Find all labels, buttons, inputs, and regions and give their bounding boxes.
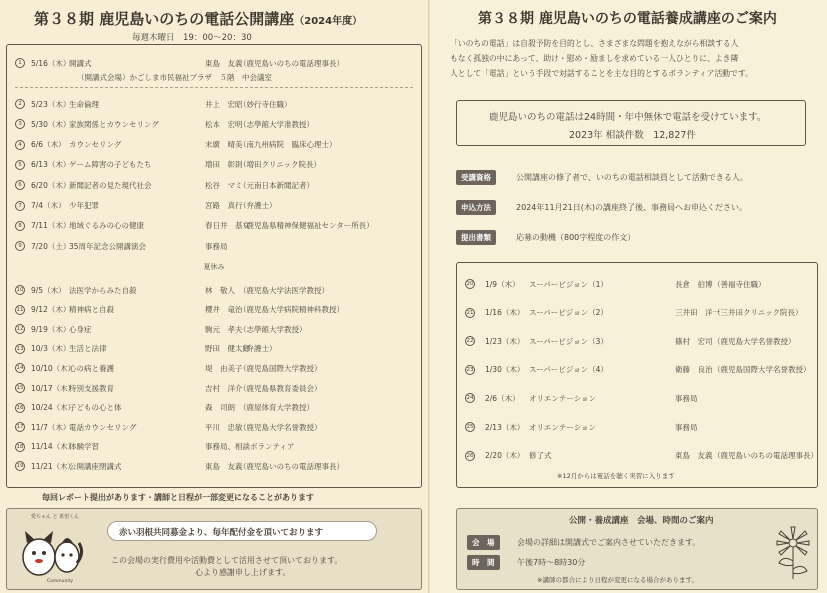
- session-speaker: 松本 宏明: [205, 119, 243, 129]
- venue-info: [456, 508, 818, 590]
- community-chest-banner: [6, 508, 422, 590]
- session-speaker: 事務局: [675, 393, 698, 403]
- session-topic: 心身症: [69, 324, 92, 334]
- table-row: [7, 379, 421, 397]
- table-row: [7, 320, 421, 338]
- table-row: [7, 301, 421, 319]
- divider: [15, 87, 413, 88]
- session-date: 2/20（木）: [485, 451, 525, 461]
- session-affiliation: （鹿児島いのちの電話理事長）: [239, 461, 344, 471]
- session-speaker: 野田 健太郎: [205, 344, 250, 354]
- session-date: 1/30（木）: [485, 365, 525, 375]
- session-topic: 精神病と自殺: [69, 305, 114, 315]
- session-number: 14: [16, 365, 24, 372]
- session-affiliation: （志學館大学准教授）: [239, 119, 314, 129]
- session-affiliation: （鹿児島いのちの電話理事長）: [239, 58, 344, 68]
- time-tag: 時 間: [467, 555, 500, 570]
- session-speaker: 末廣 晴美: [205, 140, 243, 150]
- report-note: 毎回レポート提出があります・講師と日程が一部変更になることがあります: [42, 493, 314, 502]
- table-row: [457, 275, 817, 293]
- session-speaker: 松谷 マミ: [205, 180, 243, 190]
- session-date: 11/21（木）: [31, 461, 76, 471]
- table-row: [7, 418, 421, 436]
- session-number: 16: [16, 404, 24, 411]
- session-speaker: 事務局: [205, 241, 228, 251]
- table-row: [7, 136, 421, 154]
- hotline-text: 鹿児島いのちの電話は24時間・年中無休で電話を受けています。: [489, 112, 767, 123]
- session-date: 1/23（木）: [485, 336, 525, 346]
- session-affiliation: （三井田クリニック院長）: [713, 308, 803, 318]
- session-number: 24: [466, 395, 474, 402]
- table-row: [7, 115, 421, 133]
- table-row: [457, 447, 817, 465]
- summer-break: 夏休み: [7, 262, 421, 272]
- apply-tag: 申込方法: [456, 200, 496, 215]
- venue-tag: 会 場: [467, 535, 500, 550]
- session-number: 9: [15, 241, 25, 251]
- session-speaker: 春日井 基文: [205, 221, 250, 231]
- session-topic: カウンセリング: [69, 140, 122, 150]
- training-sessions: [456, 262, 818, 488]
- session-affiliation: （鹿児島大学名誉教授）: [239, 422, 322, 432]
- session-number: 21: [466, 309, 474, 316]
- session-topic: 生活と法律: [69, 344, 107, 354]
- session-date: 1/16（木）: [485, 308, 525, 318]
- banner-headline: 赤い羽根共同募金より、毎年配付金を頂いております: [119, 528, 324, 538]
- session-date: 5/23（木）: [31, 99, 71, 109]
- session-affiliation: （弁護士）: [239, 201, 277, 210]
- session-date: 10/17（木）: [31, 383, 76, 393]
- session-number: 10: [16, 287, 24, 293]
- table-row: [7, 457, 421, 475]
- session-speaker: 堤 由美子: [205, 363, 243, 373]
- right-page: [430, 0, 827, 593]
- venue-info-title: 公開・養成講座 会場、時間のご案内: [569, 516, 714, 526]
- session-affiliation: （鹿児島国際大学名誉教授）: [713, 365, 811, 375]
- session-topic: スーパービジョン（2）: [529, 308, 608, 318]
- session-speaker: 長倉 伯博: [675, 279, 713, 289]
- session-affiliation: （南九州病院 臨床心理士）: [239, 140, 337, 150]
- hotline-box: [456, 100, 806, 146]
- table-row: [7, 340, 421, 358]
- session-date: 11/14（木）: [31, 442, 76, 452]
- session-topic: スーパービジョン（3）: [529, 336, 608, 346]
- venue-text: 会場の詳細は開講式でご案内させていただきます。: [517, 538, 701, 547]
- table-row: [7, 281, 421, 299]
- session-speaker: 篠村 宏司: [675, 336, 713, 346]
- left-title: 第３８期 鹿児島いのちの電話公開講座（2024年度）: [34, 10, 363, 28]
- session-affiliation: （鹿児島大学法医学教授）: [239, 285, 329, 295]
- session-speaker: 増田 彰則: [205, 160, 243, 170]
- session-date: 6/6（木）: [31, 140, 66, 150]
- session-affiliation: （増田クリニック院長）: [239, 160, 322, 170]
- table-row: [457, 389, 817, 407]
- session-number: 23: [466, 366, 474, 373]
- session-number: 15: [16, 385, 24, 391]
- session-topic: 特別支援教育: [69, 383, 114, 393]
- session-number: 2: [15, 99, 25, 109]
- flower-icon: [773, 525, 813, 585]
- table-row: [457, 304, 817, 322]
- session-date: 10/10（木）: [31, 363, 76, 373]
- documents-text: 応募の動機（800字程度の作文）: [516, 233, 636, 242]
- session-topic: スーパービジョン（4）: [529, 365, 608, 375]
- session-date: 2/13（木）: [485, 422, 525, 432]
- session-date: 9/5（木）: [31, 285, 66, 295]
- session-date: 9/12（木）: [31, 305, 71, 315]
- venue-note: （開講式会場）かごしま市民福祉プラザ ５階 中会議室: [77, 73, 272, 82]
- session-number: 17: [16, 424, 24, 431]
- schedule: 毎週木曜日 19：00～20：30: [132, 33, 252, 43]
- session-speaker: 東島 友義: [675, 451, 713, 461]
- change-note: ※講師の都合により日程が変更になる場合があります。: [537, 576, 698, 584]
- session-topic: 修了式: [529, 451, 552, 461]
- table-row: [7, 54, 421, 72]
- session-number: 19: [16, 463, 24, 470]
- session-topic: 少年犯罪: [69, 201, 99, 210]
- time-text: 午後7時～8時30分: [517, 558, 586, 567]
- table-row: [457, 361, 817, 379]
- session-topic: 法医学からみた自殺: [69, 285, 137, 295]
- session-number: 1: [15, 58, 25, 68]
- intro-line-2: もなく孤独の中にあって、助け・慰め・励ましを求めている一人ひとりに、よき隣: [450, 54, 739, 63]
- session-topic: 新聞記者の見た現代社会: [69, 180, 152, 190]
- qualification-text: 公開講座の修了者で、いのちの電話相談員として活動できる人。: [516, 173, 748, 182]
- session-speaker: 井上 宏昭: [205, 99, 243, 109]
- session-topic: 子どもの心と体: [69, 403, 122, 413]
- session-number: 12: [16, 326, 24, 333]
- session-date: 6/13（木）: [31, 160, 71, 170]
- session-topic: 電話カウンセリング: [69, 422, 137, 432]
- intro-line-1: 「いのちの電話」は自殺予防を目的とし、さまざまな問題を抱えながら相談する人: [450, 39, 739, 48]
- table-row: [7, 217, 421, 235]
- session-date: 5/16（木）: [31, 58, 71, 68]
- session-number: 5: [15, 160, 25, 170]
- mascot-icon: 愛ちゃん と 希望くん Community: [17, 513, 87, 587]
- session-topic: ゲーム障害の子どもたち: [69, 160, 152, 170]
- session-number: 7: [15, 201, 25, 211]
- session-speaker: 平川 忠敏: [205, 422, 243, 432]
- qualification-tag: 受講資格: [456, 170, 496, 185]
- table-row: [457, 418, 817, 436]
- session-topic: オリエンテーション: [529, 422, 597, 432]
- session-affiliation: （弁護士）: [239, 344, 277, 354]
- session-topic: スーパービジョン（1）: [529, 279, 608, 289]
- session-topic: 35周年記念公開講演会: [69, 241, 147, 251]
- session-affiliation: （妙行寺住職）: [239, 99, 292, 109]
- session-speaker: 東島 友義: [205, 58, 243, 68]
- session-affiliation: （鹿児島いのちの電話理事長）: [713, 451, 818, 461]
- session-number: 11: [16, 306, 24, 313]
- session-affiliation: （鹿児島県精神保健福祉センター所長）: [239, 221, 374, 231]
- documents-tag: 提出書類: [456, 230, 496, 245]
- session-speaker: 東島 友義: [205, 461, 243, 471]
- session-number: 6: [15, 180, 25, 190]
- consult-count: 2023年 相談件数 12,827件: [569, 130, 696, 141]
- session-speaker: 事務局、相談ボランティア: [205, 442, 295, 452]
- session-date: 10/24（木）: [31, 403, 76, 413]
- session-affiliation: （鹿児島県教育委員会）: [239, 383, 322, 393]
- session-date: 9/19（木）: [31, 324, 71, 334]
- session-topic: オリエンテーション: [529, 393, 597, 403]
- session-number: 20: [466, 281, 474, 287]
- session-affiliation: （鹿屋体育大学教授）: [239, 403, 314, 413]
- lecture-list: [6, 44, 422, 488]
- session-date: 1/9（木）: [485, 279, 520, 289]
- session-date: 7/20（土）: [31, 241, 71, 251]
- sessions-note: ※12月からは電話を聴く実習に入ります: [557, 472, 675, 480]
- session-affiliation: （元南日本新聞記者）: [239, 180, 314, 190]
- session-speaker: 森 司朗: [205, 403, 235, 413]
- session-speaker: 三井田 洋一: [675, 308, 720, 318]
- session-affiliation: （善福寺住職）: [713, 279, 766, 289]
- session-topic: 心の病と養護: [69, 363, 114, 373]
- session-topic: 生命倫理: [69, 99, 99, 109]
- session-date: 6/20（木）: [31, 180, 71, 190]
- right-title: 第３８期 鹿児島いのちの電話養成講座のご案内: [478, 11, 777, 27]
- session-speaker: 吉村 洋介: [205, 383, 243, 393]
- intro-line-3: 人として「電話」という手段で対話することを主な目的とするボランティア活動です。: [450, 69, 753, 78]
- table-row: [7, 359, 421, 377]
- table-row: [7, 95, 421, 113]
- session-affiliation: （鹿児島大学名誉教授）: [713, 336, 796, 346]
- session-affiliation: （鹿児島大学病院精神科教授）: [239, 305, 344, 315]
- table-row: [7, 197, 421, 215]
- apply-text: 2024年11月21日(木)の講座終了後、事務局へお申込ください。: [516, 203, 747, 212]
- session-date: 2/6（木）: [485, 393, 520, 403]
- session-topic: 家族関係とカウンセリング: [69, 119, 159, 129]
- session-speaker: 事務局: [675, 422, 698, 432]
- table-row: [457, 332, 817, 350]
- table-row: [7, 176, 421, 194]
- session-number: 18: [16, 443, 24, 450]
- session-speaker: 衛藤 良治: [675, 365, 713, 375]
- table-row: [7, 438, 421, 456]
- session-speaker: 林 敬人: [205, 285, 235, 295]
- session-number: 8: [15, 221, 25, 231]
- session-date: 10/3（木）: [31, 344, 71, 354]
- session-topic: 体験学習: [69, 442, 99, 452]
- session-number: 3: [15, 119, 25, 129]
- session-date: 7/11（木）: [31, 221, 71, 231]
- table-row: [7, 237, 421, 255]
- banner-line-2: 心より感謝申し上げます。: [195, 568, 291, 577]
- session-date: 11/7（木）: [31, 422, 71, 432]
- table-row: [7, 399, 421, 417]
- session-speaker: 櫻井 竜治: [205, 305, 243, 315]
- table-row: [7, 156, 421, 174]
- session-speaker: 駒元 孝夫: [205, 324, 243, 334]
- session-number: 26: [466, 452, 474, 459]
- session-number: 22: [466, 338, 474, 345]
- session-topic: 地域ぐるみの心の健康: [69, 221, 144, 231]
- session-speaker: 宮路 真行: [205, 201, 243, 210]
- session-date: 5/30（木）: [31, 119, 71, 129]
- session-affiliation: （志學館大学教授）: [239, 324, 307, 334]
- session-date: 7/4（木）: [31, 201, 66, 210]
- session-number: 13: [16, 345, 24, 352]
- session-affiliation: （鹿児島国際大学教授）: [239, 363, 322, 373]
- banner-line-1: この会場の実行費用や活動費として活用させて頂いております。: [111, 556, 343, 565]
- session-number: 4: [15, 140, 25, 150]
- session-number: 25: [466, 424, 474, 430]
- session-topic: 開講式: [69, 58, 92, 68]
- session-topic: 公開講座閉講式: [69, 461, 122, 471]
